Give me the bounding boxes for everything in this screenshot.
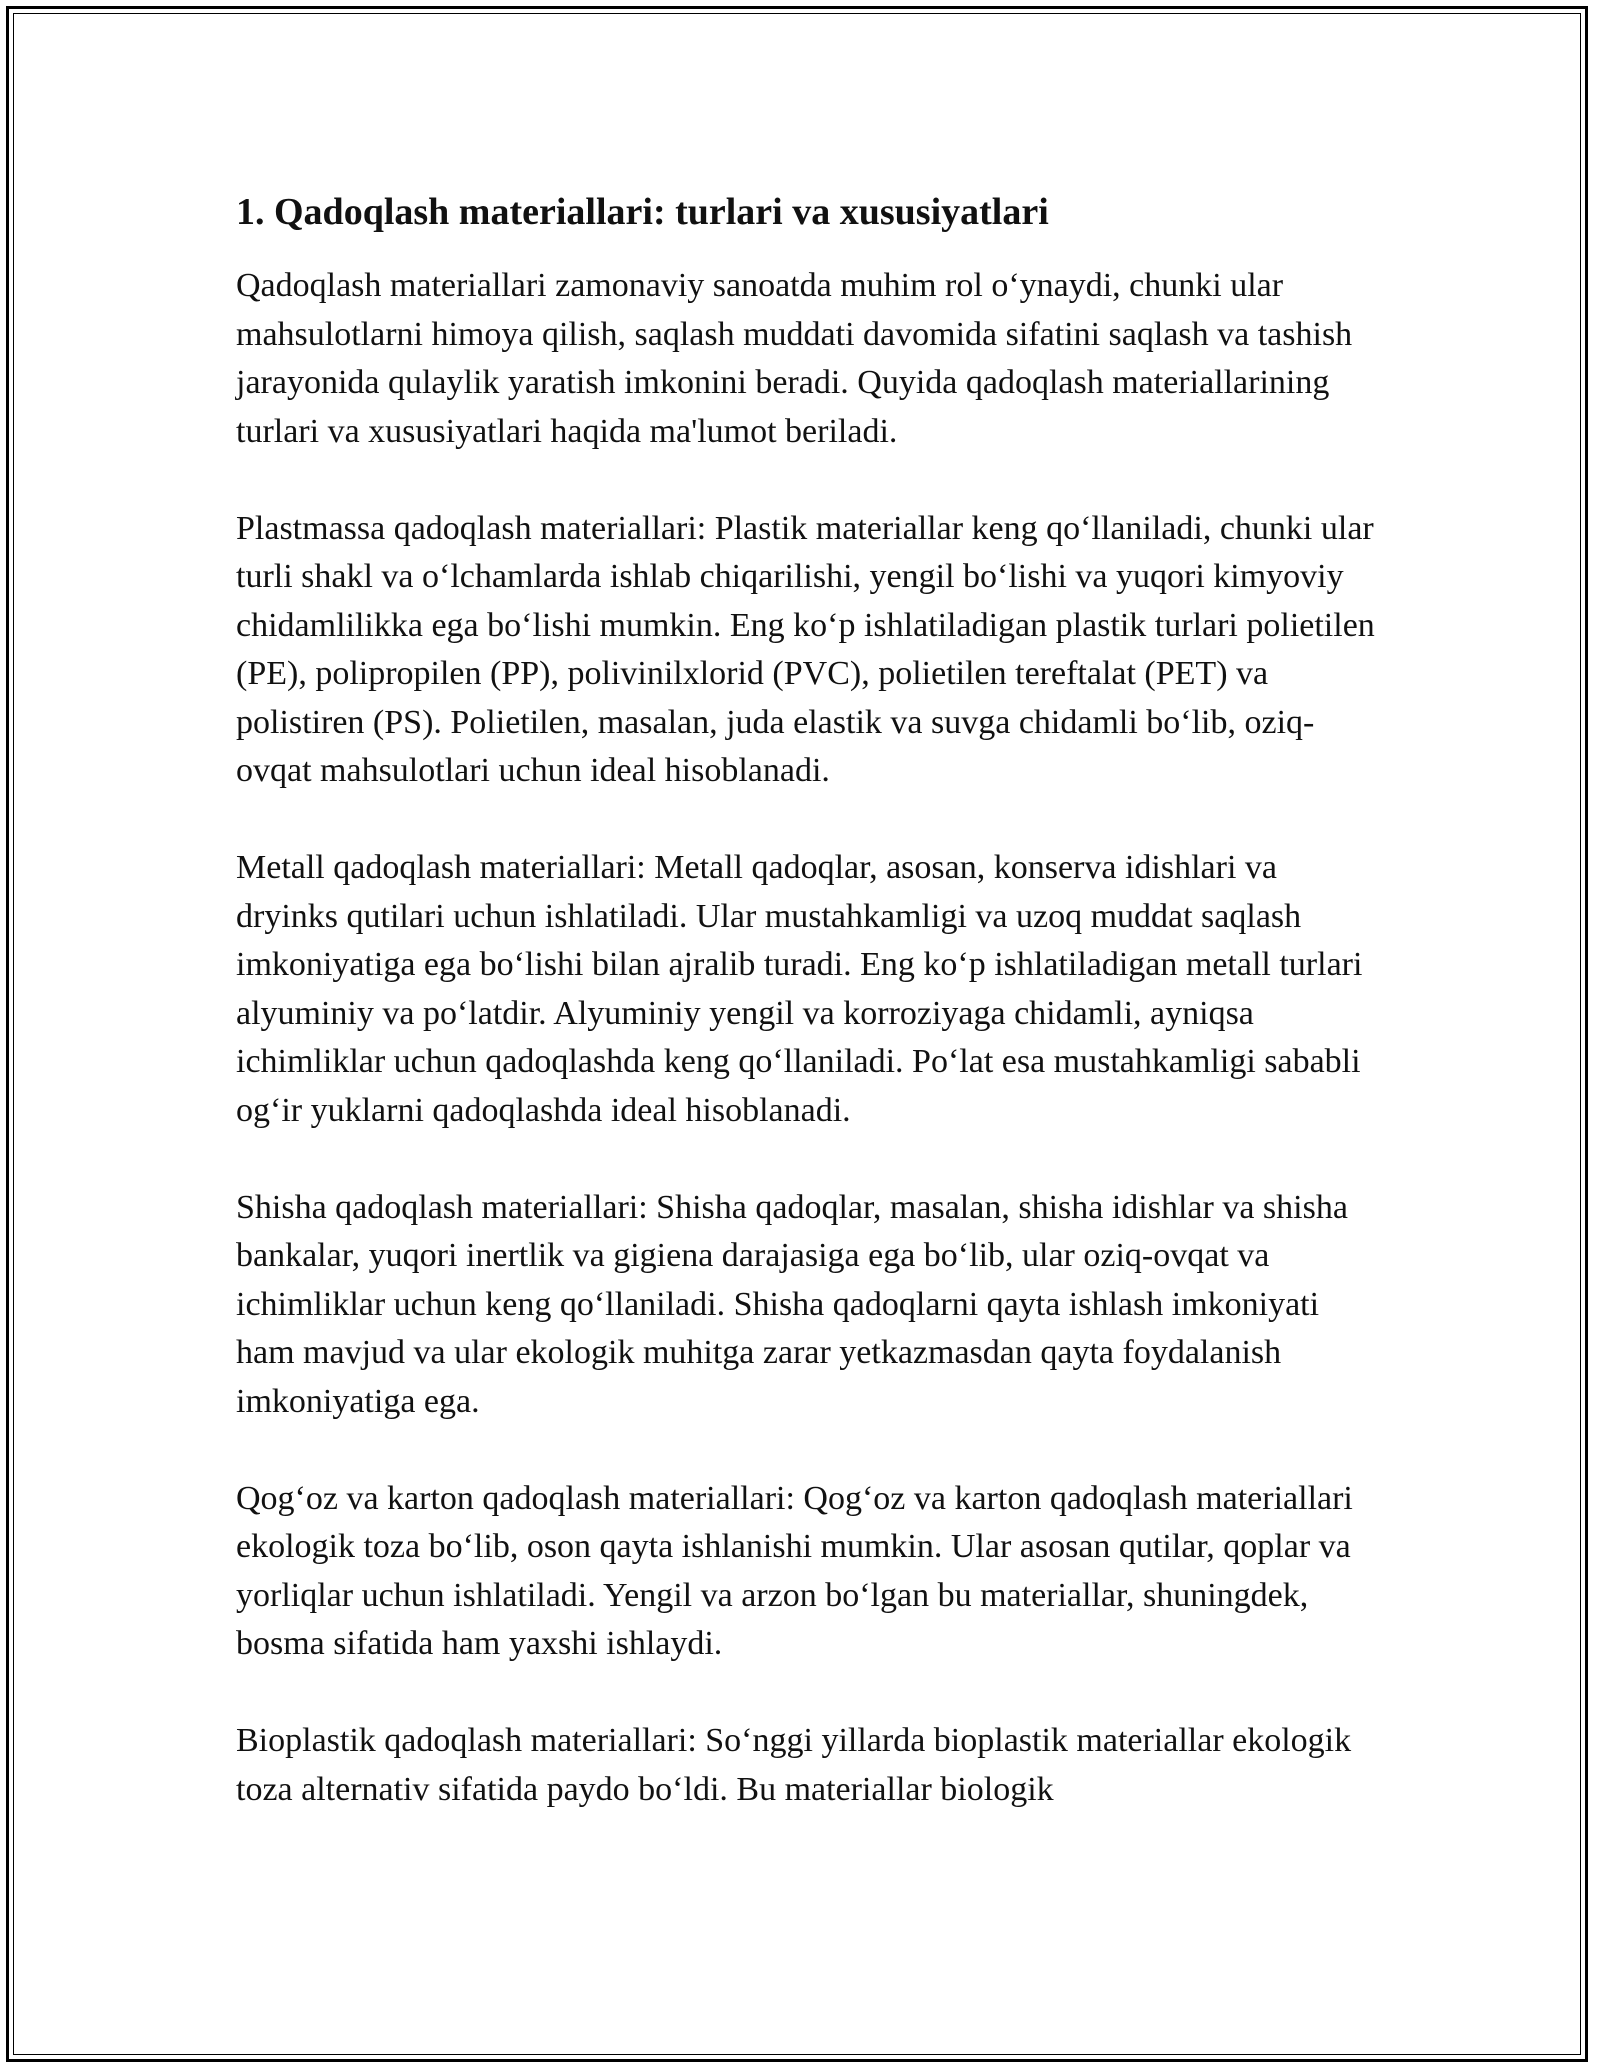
paragraph-metal: Metall qadoqlash materiallari: Metall qadoqlar, asosan, konserva idishlari va dryinks qutilari uchun ishlatiladi. Ular mustahkamligi va uzoq muddat saqlash imkoniyatiga ega boʻlishi bilan ajralib turadi. Eng koʻp ishlatiladigan metall turlari alyuminiy va poʻlatdir. Alyuminiy yengil va korroziyaga chidamli, ayniqsa ichimliklar uchun qadoqlashda keng qoʻllaniladi. Poʻlat esa mustahkamligi sababli ogʻir yuklarni qadoqlashda ideal hisoblanadi. [236,849,1363,1129]
paragraph-glass: Shisha qadoqlash materiallari: Shisha qadoqlar, masalan, shisha idishlar va shisha bankalar, yuqori inertlik va gigiena darajasiga ega boʻlib, ular oziq-ovqat va ichimliklar uchun keng qoʻllaniladi. Shisha qadoqlarni qayta ishlash imkoniyati ham mavjud va ular ekologik muhitga zarar yetkazmasdan qayta foydalanish imkoniyatiga ega. [236,1188,1348,1420]
paragraph-paper: Qogʻoz va karton qadoqlash materiallari: Qogʻoz va karton qadoqlash materiallari ekologik toza boʻlib, oson qayta ishlanishi mumkin. Ular asosan qutilar, qoplar va yorliqlar uchun ishlatiladi. Yengil va arzon boʻlgan bu materiallar, shuningdek, bosma sifatida ham yaxshi ishlaydi. [236,1479,1353,1662]
paragraph-bioplastic: Bioplastik qadoqlash materiallari: Soʻnggi yillarda bioplastik materiallar ekologik toza alternativ sifatida paydo boʻldi. Bu materiallar biologik [236,1722,1352,1808]
paragraph-intro: Qadoqlash materiallari zamonaviy sanoatda muhim rol oʻynaydi, chunki ular mahsulotlarni himoya qilish, saqlash muddati davomida sifatini saqlash va tashish jarayonida qulaylik yaratish imkonini beradi. Quyida qadoqlash materiallarining turlari va xususiyatlari haqida ma'lumot beriladi. [236,267,1353,450]
paragraph-plastic: Plastmassa qadoqlash materiallari: Plastik materiallar keng qoʻllaniladi, chunki ular turli shakl va oʻlchamlarda ishlab chiqarilishi, yengil boʻlishi va yuqori kimyoviy chidamlilikka ega boʻlishi mumkin. Eng koʻp ishlatiladigan plastik turlari polietilen (PE), polipropilen (PP), polivinilxlorid (PVC), polietilen tereftalat (PET) va polistiren (PS). Polietilen, masalan, juda elastik va suvga chidamli boʻlib, oziq-ovqat mahsulotlari uchun ideal hisoblanadi. [236,509,1375,789]
document-body [236,188,1376,1863]
section-heading: 1. Qadoqlash materiallari: turlari va xususiyatlari [236,191,1049,233]
